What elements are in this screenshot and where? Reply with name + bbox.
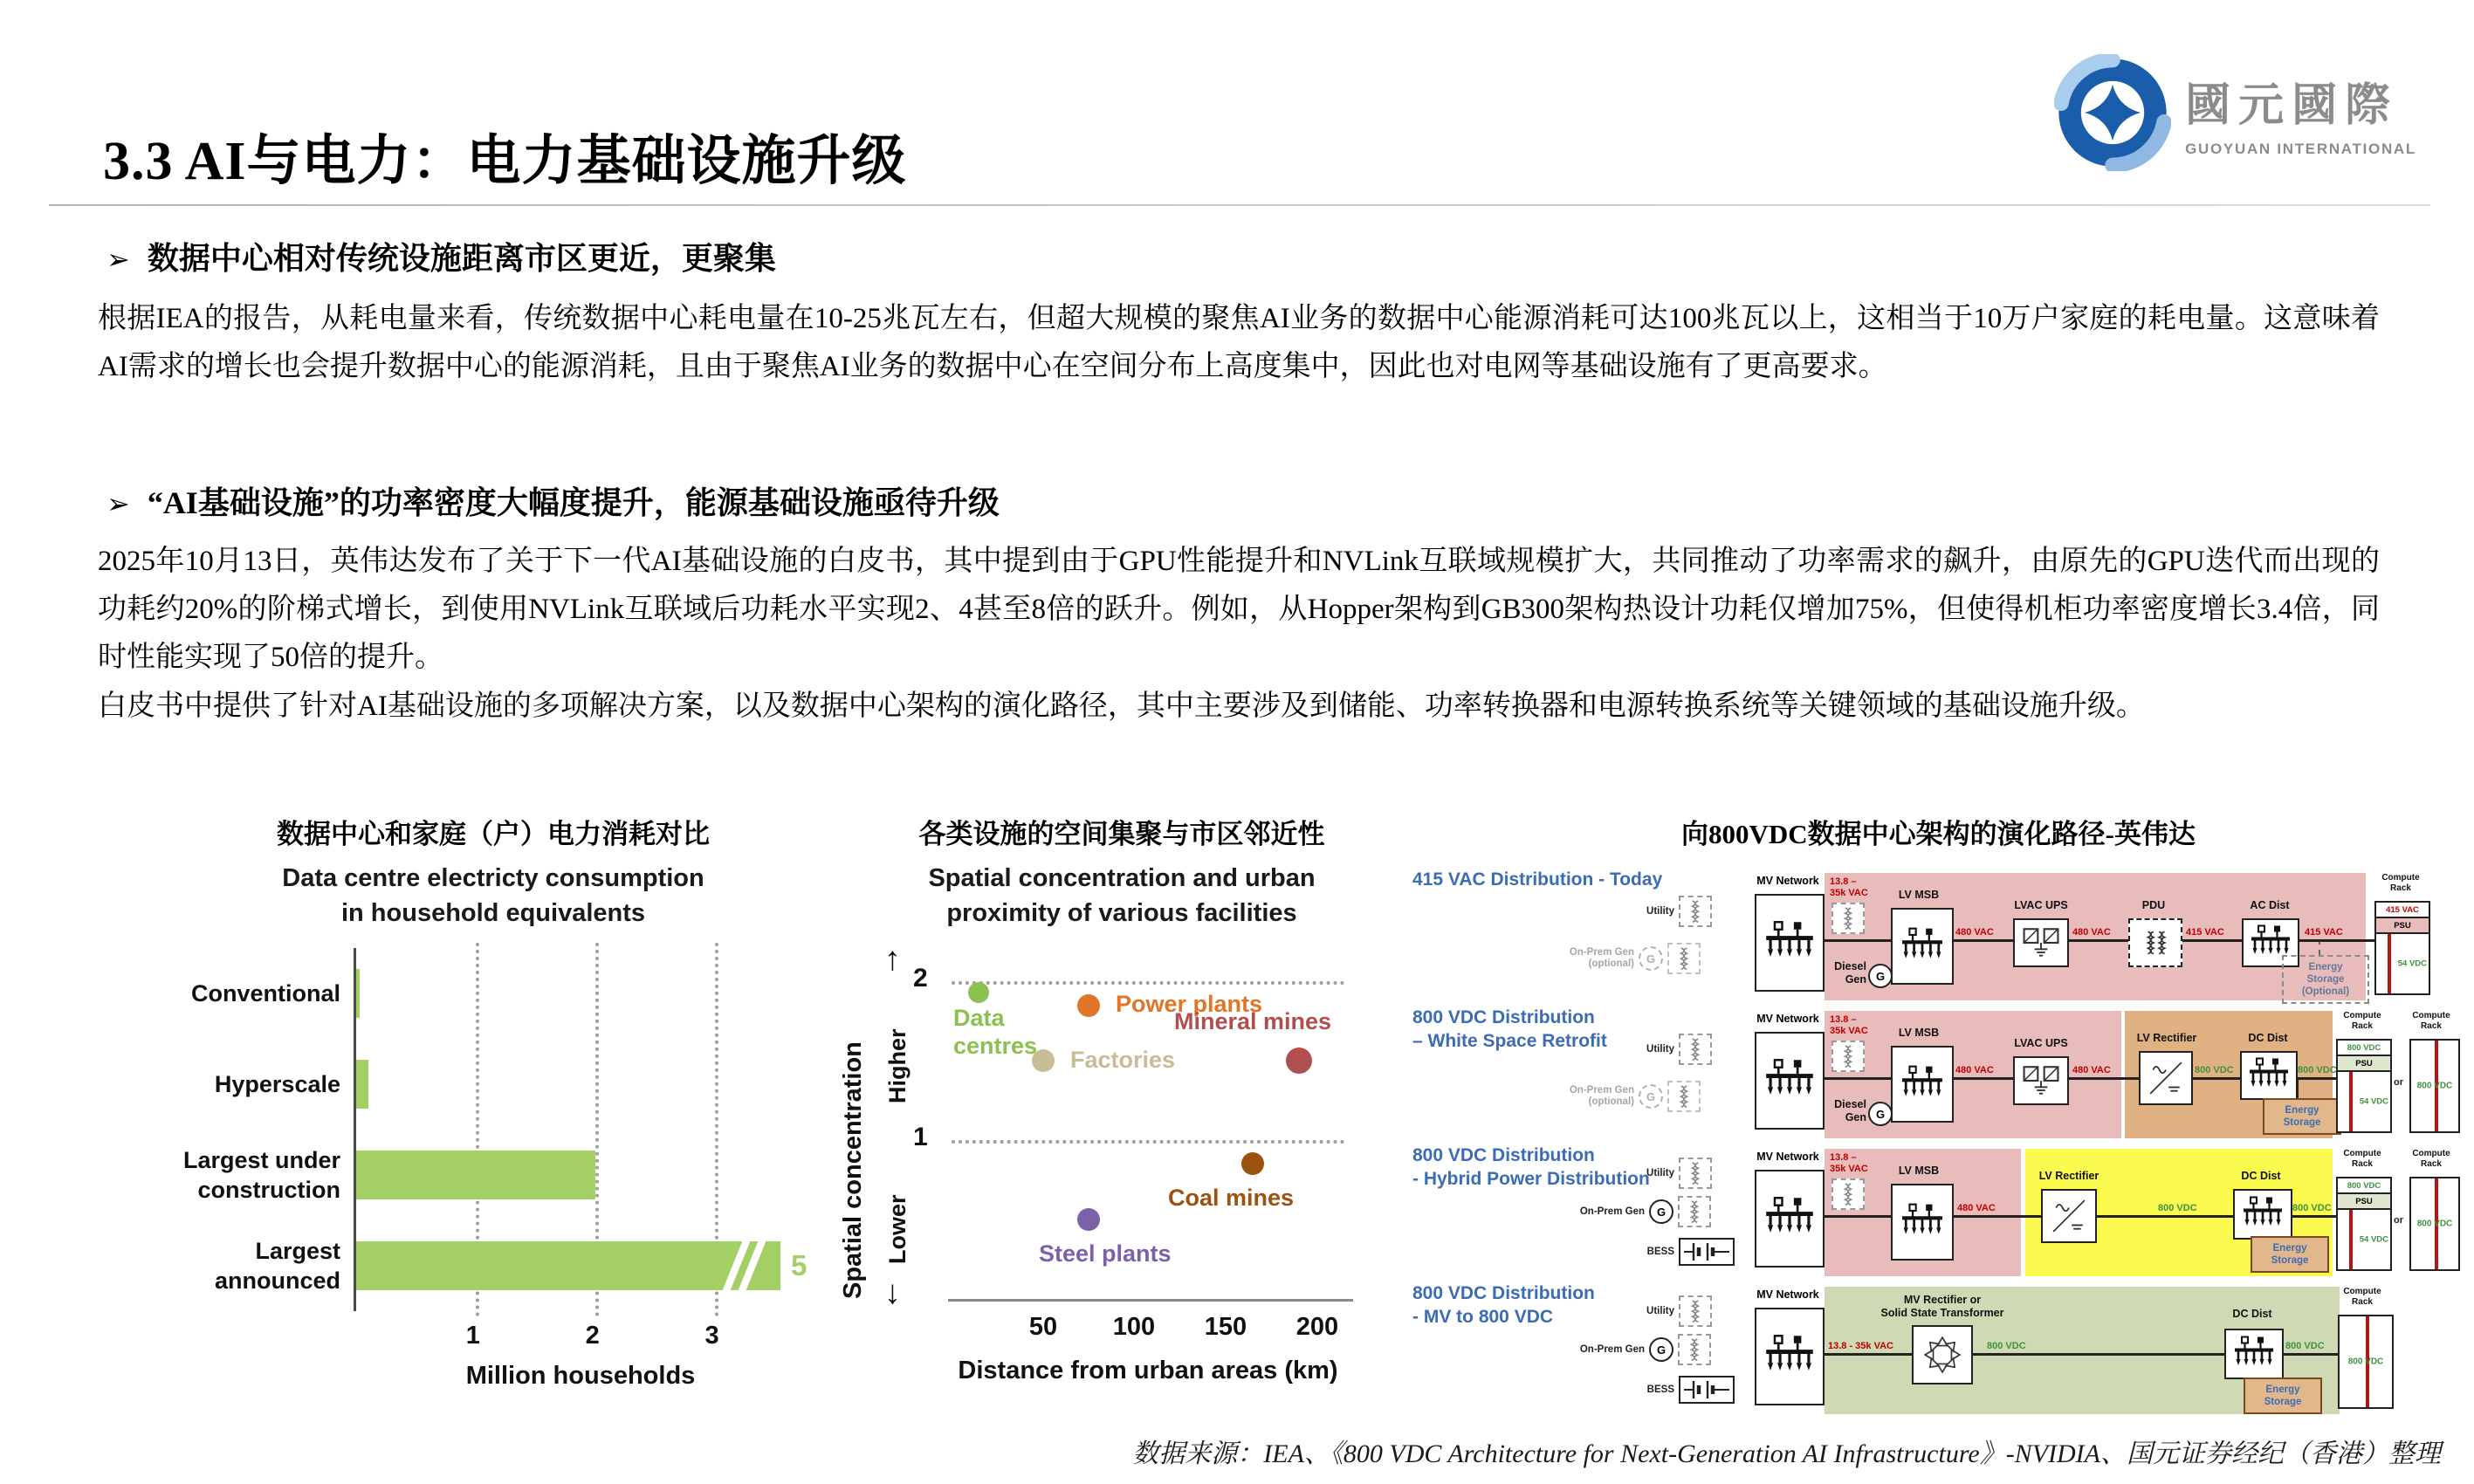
mv-network-label: MV Network (1756, 1288, 1819, 1301)
compute-rack-caption: Compute Rack (2412, 1149, 2450, 1169)
transformer-icon (1679, 1034, 1712, 1065)
row-header-line2: – White Space Retrofit (1412, 1031, 1607, 1051)
voltage-label: 415 VAC (2186, 927, 2224, 938)
bar-category-label: Largest announced (214, 1238, 340, 1294)
rack-voltage-label: 800 VDC (2347, 1357, 2384, 1367)
bar-category-label: Conventional (190, 980, 340, 1007)
dc-dist-label: DC Dist (2248, 1032, 2288, 1044)
lv-msb-label: LV MSB (1898, 889, 1940, 901)
lvac-ups-label: LVAC UPS (2014, 899, 2068, 911)
lvac-ups-box (2013, 1056, 2069, 1105)
section-paragraph-2: 2025年10月13日，英伟达发布了关于下一代AI基础设施的白皮书，其中提到由于GPU性能提升和NVLink互联域规模扩大，共同推动了功率需求的飙升，由原先的GPU迭代而出现的功耗约20%的阶梯式增长，到使用NVLink互联域后功耗水平实现2、4甚至8倍的跃升。例如，从Hopper架构到GB300架构热设计功耗仅增加75%，但使得机柜功率密度增长3.4倍，同时性能实现了50倍的提升。 (98, 546, 2380, 673)
diesel-gen-label: Diesel Gen (1834, 1098, 1866, 1123)
y-direction-lower: Lower (884, 1194, 911, 1264)
section-paragraph-1: 根据IEA的报告，从耗电量来看，传统数据中心耗电量在10-25兆瓦左右，但超大规模的聚焦AI业务的数据中心能源消耗可达100兆瓦以上，这相当于10万户家庭的耗电量。这意味着AI需求的增长也会提升数据中心的能源消耗，且由于聚焦AI业务的数据中心在空间分布上高度集中，因此也对电网等基础设施有了更高要求。 (98, 303, 2380, 382)
transformer-icon (1678, 1196, 1711, 1227)
voltage-label: 13.8 – 35k VAC (1830, 1014, 1868, 1036)
scatter-x-axis-label: Distance from urban areas (km) (958, 1357, 1338, 1384)
section-heading-2-text: “AI基础设施”的功率密度大幅度提升，能源基础设施亟待升级 (147, 485, 1000, 520)
ups-icon (2023, 924, 2059, 961)
evolution-row-hybrid (1412, 1142, 2464, 1278)
transformer-icon (1831, 1041, 1865, 1072)
compute-rack-caption: Compute Rack (2343, 1011, 2381, 1031)
mv-network-label: MV Network (1756, 1151, 1819, 1163)
lvac-ups-box (2013, 918, 2069, 967)
feed-utility (1599, 1158, 1712, 1189)
rack-voltage-label: 800 VDC (2416, 1081, 2453, 1091)
mv-network-label: MV Network (1756, 875, 1819, 887)
onprem-optional-label: (optional) (1588, 1096, 1634, 1107)
feed-bess (1599, 1238, 1735, 1266)
row-header (1412, 1006, 1607, 1053)
utility-label: Utility (1646, 1043, 1674, 1055)
generator-icon: G (1868, 1102, 1893, 1126)
transformer-icon (1678, 1334, 1711, 1365)
scatter-point-steel-plants (1077, 1208, 1100, 1231)
y-tick-label: 2 (913, 964, 928, 993)
voltage-label: 480 VAC (1955, 927, 1994, 938)
compute-rack (2374, 901, 2430, 995)
dc-dist-label: DC Dist (2241, 1170, 2281, 1182)
rack-psu-label: PSU (2338, 1194, 2390, 1210)
evolution-row-white-space (1412, 1004, 2464, 1140)
lv-msb-box (1891, 1184, 1954, 1261)
onprem-label: On-Prem Gen (1579, 1206, 1645, 1217)
voltage-label: 800 VDC (2158, 1203, 2197, 1213)
ac-dist-label: AC Dist (2250, 899, 2290, 911)
feed-onprem-gen (1559, 943, 1701, 974)
sst-pinwheel-icon (1922, 1335, 1962, 1375)
x-tick-label: 150 (1204, 1313, 1247, 1341)
evolution-diagram-panel (1412, 812, 2464, 1423)
onprem-label: On-Prem Gen (1569, 1085, 1634, 1096)
lv-msb-label: LV MSB (1898, 1027, 1940, 1039)
voltage-label: 800 VDC (2292, 1203, 2332, 1213)
pdu-coil-icon (2139, 929, 2172, 957)
transformer-icon (1679, 896, 1712, 927)
rectifier-icon (2148, 1060, 2184, 1096)
arrow-down-icon: ↓ (884, 1274, 901, 1311)
bar-chart-x-axis (354, 1322, 807, 1357)
bar (356, 1151, 595, 1199)
compute-rack (2409, 1177, 2460, 1271)
energy-storage-box: Energy Storage (2263, 1098, 2341, 1135)
bar-chart-plot (182, 948, 810, 1311)
onprem-label: On-Prem Gen (1579, 1343, 1645, 1355)
zone-dc-retrofit (2125, 1011, 2337, 1138)
energy-storage-optional-box: Energy Storage (Optional) (2282, 955, 2369, 1004)
compute-rack (2338, 1315, 2394, 1409)
compute-rack-caption: Compute Rack (2381, 873, 2420, 893)
gridline (952, 981, 1344, 985)
rack-psu-label: PSU (2376, 918, 2429, 934)
feed-onprem-gen (1570, 1334, 1711, 1365)
scatter-chart-title-en-line2: proximity of various facilities (946, 899, 1297, 927)
scatter-label-steel-plants: Steel plants (1039, 1240, 1172, 1267)
section-paragraph-3: 白皮书中提供了针对AI基础设施的多项解决方案，以及数据中心架构的演化路径，其中主要涉及到储能、功率转换器和电源转换系统等关键领域的基础设施升级。 (98, 690, 2145, 722)
utility-label: Utility (1646, 1305, 1674, 1316)
bar-chart-title-en-line2: in household equivalents (340, 899, 646, 927)
scatter-point-power-plants (1077, 994, 1100, 1017)
onprem-optional-label: (optional) (1588, 958, 1634, 969)
mv-network-box (1755, 894, 1825, 992)
x-tick-label: 3 (704, 1322, 719, 1350)
feed-utility (1599, 896, 1712, 927)
generator-icon: G (1649, 1337, 1673, 1362)
logo-text-cn: 國元國際 (2185, 80, 2399, 131)
scatter-label-factories: Factories (1070, 1047, 1176, 1073)
logo-text (2185, 68, 2416, 158)
mv-network-box (1755, 1308, 1825, 1405)
mv-rectifier-label: MV Rectifier or Solid State Transformer (1880, 1294, 2004, 1319)
rack-voltage-label: 800 VDC (2338, 1178, 2390, 1194)
section-heading-1 (107, 234, 776, 278)
feed-utility (1599, 1295, 1712, 1327)
x-tick-label: 100 (1112, 1313, 1156, 1341)
compute-rack (2336, 1177, 2392, 1271)
row-header-line1: 800 VDC Distribution (1412, 1283, 1595, 1303)
compute-rack-caption: Compute Rack (2343, 1149, 2381, 1169)
voltage-label: 800 VDC (2195, 1065, 2234, 1075)
pdu-label: PDU (2141, 899, 2166, 911)
section-heading-2 (107, 478, 1000, 523)
zone-mv-800vdc (1825, 1287, 2340, 1414)
busbar-icon (2234, 1336, 2274, 1372)
scatter-chart-panel (834, 812, 1410, 1423)
rack-busbar-line (2349, 1072, 2353, 1131)
rack-voltage-label: 800 VDC (2338, 1041, 2390, 1056)
voltage-label: 800 VDC (1987, 1341, 2026, 1351)
bar-row (214, 1220, 810, 1311)
generator-icon: G (1639, 946, 1663, 971)
utility-label: Utility (1646, 1167, 1674, 1178)
bar (356, 969, 360, 1018)
busbar-icon (1765, 1196, 1814, 1241)
row-header (1412, 1281, 1595, 1329)
lv-msb-label: LV MSB (1898, 1165, 1940, 1177)
energy-storage-box: Energy Storage (2244, 1378, 2322, 1414)
scatter-point-data-centres (968, 982, 989, 1003)
transformer-icon (1679, 1158, 1712, 1189)
company-logo (2054, 54, 2416, 171)
compute-rack (2336, 1039, 2392, 1133)
bar-value-label: 5 (791, 1249, 807, 1281)
rack-body (2376, 934, 2429, 993)
busbar-icon (1901, 927, 1943, 965)
y-direction-higher: Higher (884, 1028, 911, 1103)
voltage-label: 480 VAC (2072, 927, 2111, 938)
rack-busbar-line (2349, 1210, 2353, 1269)
dc-dist-label: DC Dist (2232, 1308, 2272, 1320)
busbar-icon (1765, 1334, 1814, 1379)
busbar-icon (1901, 1203, 1943, 1241)
diesel-gen-label: Diesel Gen (1834, 960, 1866, 986)
dc-dist-box (2233, 1189, 2292, 1240)
lv-msb-box (1891, 908, 1954, 985)
voltage-label: 415 VAC (2305, 927, 2343, 938)
or-label: or (2394, 1077, 2403, 1088)
evolution-title: 向800VDC数据中心架构的演化路径-英伟达 (1681, 819, 2196, 849)
bar-row (182, 1130, 810, 1220)
rack-body (2411, 1178, 2458, 1269)
title-divider (49, 204, 2430, 206)
page-title: 3.3 AI与电力：电力基础设施升级 (103, 132, 907, 191)
bess-label: BESS (1646, 1246, 1674, 1257)
busbar-icon (1901, 1065, 1943, 1103)
row-header-line2: - Hybrid Power Distribution (1412, 1169, 1650, 1189)
voltage-label: 13.8 – 35k VAC (1830, 876, 1868, 898)
lv-rectifier-box (2041, 1189, 2097, 1243)
compute-rack (2409, 1039, 2460, 1133)
y-axis-label: Spatial concentration (839, 1041, 867, 1299)
scatter-chart-title-cn: 各类设施的空间集聚与市区邻近性 (918, 819, 1325, 849)
scatter-chart-title-en (834, 861, 1410, 931)
feed-utility (1599, 1034, 1712, 1065)
bar (356, 1241, 780, 1290)
lv-rectifier-box (2139, 1051, 2193, 1105)
utility-label: Utility (1646, 905, 1674, 917)
transformer-icon (1667, 943, 1701, 974)
scatter-label-power-plants: Power plants (1116, 991, 1263, 1017)
row-header-line1: 800 VDC Distribution (1412, 1145, 1595, 1165)
voltage-label: 480 VAC (1957, 1203, 1996, 1213)
scatter-point-coal-mines (1241, 1152, 1264, 1175)
compute-rack-caption: Compute Rack (2343, 1287, 2381, 1307)
scatter-chart-title-en-line1: Spatial concentration and urban (928, 864, 1316, 892)
logo-text-en: GUOYUAN INTERNATIONAL (2185, 140, 2416, 157)
lv-rectifier-label: LV Rectifier (2136, 1032, 2197, 1044)
bar-row (190, 948, 810, 1039)
guoyuan-logo-icon (2054, 54, 2171, 171)
evolution-row-415vac (1412, 866, 2464, 1002)
row-header (1412, 868, 1662, 891)
rectifier-icon (2051, 1198, 2087, 1234)
transformer-icon (1667, 1081, 1701, 1112)
scatter-point-mineral-mines (1286, 1048, 1312, 1074)
section-heading-1-text: 数据中心相对传统设施距离市区更近，更聚集 (147, 241, 776, 276)
x-tick-label: 1 (465, 1322, 480, 1350)
scatter-label-data-centres: Data centres (953, 1005, 1038, 1059)
zone-lv-ac (1825, 1149, 2021, 1276)
rack-voltage-label: 415 VAC (2376, 903, 2429, 918)
rack-body (2338, 1072, 2390, 1131)
transformer-icon (1679, 1295, 1712, 1327)
ups-icon (2023, 1062, 2059, 1099)
bar-category-label: Largest under construction (182, 1147, 340, 1203)
lvac-ups-label: LVAC UPS (2014, 1037, 2068, 1049)
scatter-label-mineral-mines: Mineral mines (1174, 1008, 1332, 1034)
rack-voltage-label: 800 VDC (2416, 1219, 2453, 1229)
lv-msb-box (1891, 1046, 1954, 1123)
bar-chart-title-en (144, 861, 842, 931)
mv-network-box (1755, 1032, 1825, 1130)
zone-lv-ac (1825, 1011, 2121, 1138)
bar-category-label: Hyperscale (214, 1071, 340, 1097)
rack-voltage-label: 54 VDC (2359, 1096, 2388, 1107)
dc-dist-box (2224, 1329, 2284, 1379)
bullet-arrow-icon: ➢ (107, 487, 130, 520)
or-label: or (2394, 1215, 2403, 1226)
generator-icon: G (1868, 964, 1893, 988)
feed-onprem-gen (1570, 1196, 1711, 1227)
x-axis-line (948, 1299, 1353, 1302)
mv-network-label: MV Network (1756, 1013, 1819, 1025)
bar-row (214, 1039, 810, 1130)
busbar-icon (2243, 1196, 2283, 1233)
bar (356, 1060, 368, 1109)
scatter-plot (913, 950, 1344, 1384)
transformer-icon (1831, 903, 1865, 934)
busbar-icon (1765, 1058, 1814, 1103)
dc-dist-box (2240, 1051, 2298, 1100)
gridline (952, 1140, 1344, 1144)
sst-box (1912, 1325, 1973, 1384)
energy-storage-box: Energy Storage (2251, 1236, 2329, 1273)
bar-chart-x-axis-label: Million households (465, 1362, 696, 1390)
lv-rectifier-label: LV Rectifier (2038, 1170, 2099, 1182)
battery-icon (1679, 1376, 1735, 1404)
y-tick-label: 1 (913, 1123, 928, 1151)
rack-psu-label: PSU (2338, 1056, 2390, 1072)
rack-voltage-label: 54 VDC (2359, 1234, 2388, 1245)
voltage-label: 800 VDC (2285, 1341, 2325, 1351)
data-source-note: 数据来源：IEA、《800 VDC Architecture for Next-Generation AI Infrastructure》-NVIDIA、国元证券经纪（香港）整理 (1132, 1439, 2441, 1468)
rack-body (2338, 1210, 2390, 1269)
feed-bess (1599, 1376, 1735, 1404)
mv-network-box (1755, 1170, 1825, 1268)
generator-icon: G (1639, 1084, 1663, 1109)
x-tick-label: 50 (1028, 1313, 1058, 1341)
scatter-label-coal-mines: Coal mines (1168, 1185, 1295, 1211)
x-tick-label: 2 (585, 1322, 600, 1350)
busbar-icon (1765, 920, 1814, 965)
bullet-arrow-icon: ➢ (107, 243, 130, 276)
bess-label: BESS (1646, 1384, 1674, 1395)
voltage-label: 13.8 - 35k VAC (1828, 1341, 1894, 1351)
evolution-row-mv-800vdc (1412, 1280, 2464, 1416)
voltage-label: 480 VAC (2072, 1065, 2111, 1075)
battery-icon (1679, 1238, 1735, 1266)
generator-icon: G (1649, 1199, 1673, 1224)
x-tick-label: 200 (1295, 1313, 1339, 1341)
compute-rack-caption: Compute Rack (2412, 1011, 2450, 1031)
bar-chart-title-cn: 数据中心和家庭（户）电力消耗对比 (277, 819, 710, 849)
rack-busbar-line (2388, 934, 2391, 993)
row-header-line1: 800 VDC Distribution (1412, 1007, 1595, 1027)
feed-onprem-gen (1559, 1081, 1701, 1112)
busbar-icon (2249, 1057, 2289, 1094)
bar-chart-title-en-line1: Data centre electricty consumption (282, 864, 704, 892)
bar-chart-panel (144, 812, 842, 1423)
voltage-label: 800 VDC (2298, 1065, 2337, 1075)
pdu-box (2128, 918, 2182, 967)
rack-body (2340, 1316, 2392, 1407)
rack-voltage-label: 54 VDC (2397, 958, 2427, 969)
zone-dc-hybrid (2025, 1149, 2333, 1276)
zone-415vac (1825, 873, 2366, 1000)
row-header-line2: - MV to 800 VDC (1412, 1307, 1554, 1327)
row-header-line1: 415 VAC Distribution - Today (1412, 869, 1663, 890)
voltage-label: 480 VAC (1955, 1065, 1994, 1075)
transformer-icon (1831, 1178, 1865, 1210)
voltage-label: 13.8 – 35k VAC (1830, 1152, 1868, 1174)
rack-body (2411, 1041, 2458, 1131)
arrow-up-icon: ↑ (884, 941, 901, 978)
onprem-label: On-Prem Gen (1569, 947, 1634, 958)
